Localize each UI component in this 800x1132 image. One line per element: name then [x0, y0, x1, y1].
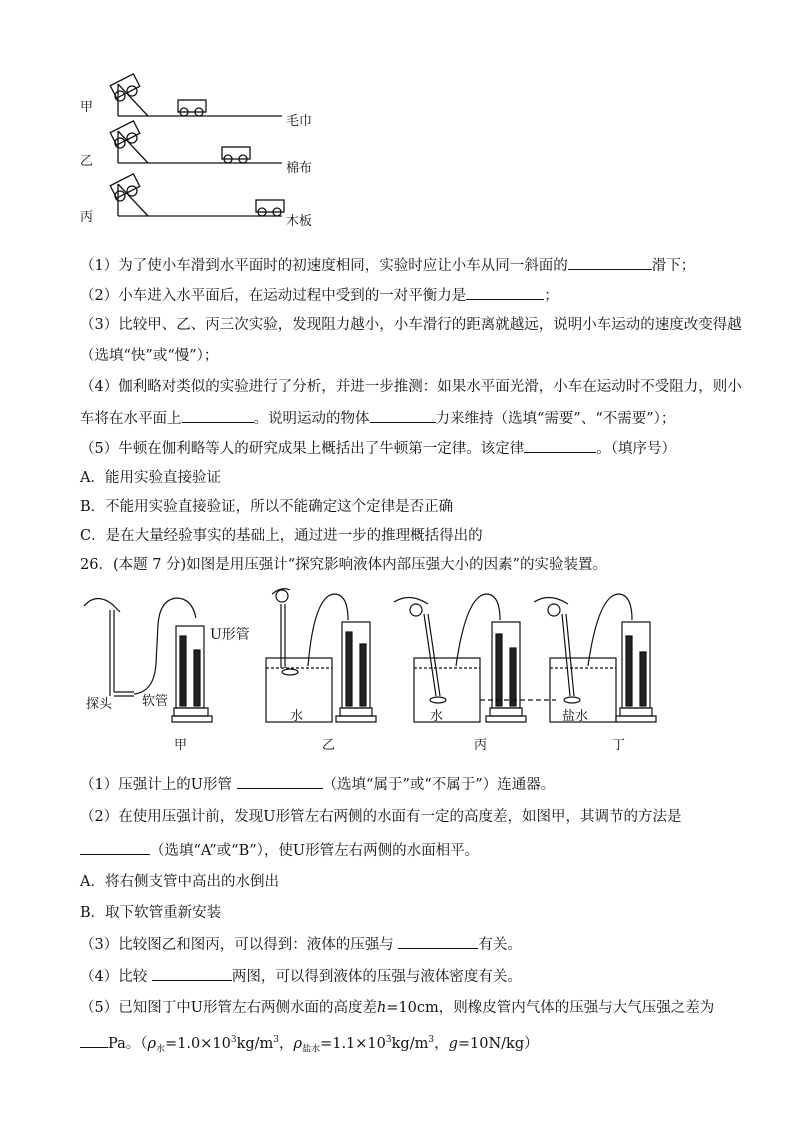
q25-part2: （2）小车进入水平面后，在运动过程中受到的一对平衡力是 ；: [80, 285, 559, 306]
utube-label: U形管: [210, 627, 250, 643]
blank[interactable]: [466, 285, 544, 300]
q25-part4-cont: 车将在水平面上 。说明运动的物体 力来维持（选填“需要”、“不需要”）；: [80, 408, 675, 429]
q26-part4: （4）比较 两图，可以得到液体的压强与液体密度有关。: [80, 966, 522, 987]
row-label-jia: 甲: [80, 100, 94, 115]
probe-label: 探头: [86, 697, 113, 712]
blank[interactable]: [568, 255, 652, 270]
water-label-yi: 水: [290, 709, 304, 724]
caption-yi: 乙: [322, 738, 336, 753]
blank[interactable]: [80, 840, 150, 855]
surface-cotton: 棉布: [286, 161, 313, 176]
blank[interactable]: [370, 408, 436, 423]
q25-part4: （4）伽利略对类似的实验进行了分析，并进一步推测：如果水平面光滑，小车在运动时不受阻力，则小: [80, 379, 742, 395]
q26-option-a: A．将右侧支管中高出的水倒出: [80, 874, 279, 890]
blank[interactable]: [152, 966, 232, 981]
caption-ding: 丁: [612, 738, 626, 753]
brine-label: 盐水: [562, 709, 589, 724]
surface-wood: 木板: [286, 214, 313, 229]
surface-towel: 毛巾: [286, 114, 313, 129]
q26-part3: （3）比较图乙和图丙，可以得到：液体的压强与 有关。: [80, 934, 522, 955]
q26-part2: （2）在使用压强计前，发现U形管左右两侧的水面有一定的高度差，如图甲，其调节的方法是: [80, 809, 682, 825]
q26-part2-cont: （选填“A”或“B”），使U形管左右两侧的水面相平。: [80, 840, 479, 861]
q26-part1: （1）压强计上的U形管 （选填“属于”或“不属于”）连通器。: [80, 774, 555, 795]
blank[interactable]: [80, 1033, 108, 1048]
caption-jia: 甲: [174, 738, 188, 753]
q26-part5: （5）已知图丁中U形管左右两侧水面的高度差h=10cm，则橡皮管内气体的压强与大气压强之差为: [80, 1000, 715, 1016]
blank[interactable]: [237, 774, 323, 789]
q25-option-b: B．不能用实验直接验证，所以不能确定这个定律是否正确: [80, 499, 454, 515]
hose-label: 软管: [142, 694, 169, 709]
q26-part5-cont: Pa。（$\rho_水=1.0\times 10^3kg/m^3$，$\rho_{盐水}=1.1\times 10^3kg/m^3$，g=10N/kg）: [80, 1030, 539, 1060]
blank[interactable]: [398, 934, 478, 949]
q25-part3: （3）比较甲、乙、丙三次实验，发现阻力越小，小车滑行的距离就越远，说明小车运动的速度改变得越: [80, 317, 742, 333]
q25-part3-cont: （选填“快”或“慢”）；: [80, 348, 219, 364]
water-label-bing: 水: [430, 709, 444, 724]
q25-option-c: C．是在大量经验事实的基础上，通过进一步的推理概括得出的: [80, 528, 483, 544]
caption-bing: 丙: [474, 738, 488, 753]
q25-option-a: A．能用实验直接验证: [80, 470, 221, 486]
q25-part5: （5）牛顿在伽利略等人的研究成果上概括出了牛顿第一定律。该定律 。（填序号）: [80, 438, 676, 459]
q26-option-b: B．取下软管重新安装: [80, 905, 222, 921]
row-label-bing: 丙: [80, 210, 94, 225]
q25-part1: （1）为了使小车滑到水平面时的初速度相同，实验时应让小车从同一斜面的 滑下；: [80, 255, 695, 276]
blank[interactable]: [182, 408, 254, 423]
row-label-yi: 乙: [80, 154, 94, 169]
q26-stem: 26．(本题 7 分)如图是用压强计“探究影响液体内部压强大小的因素”的实验装置。: [80, 557, 608, 573]
blank[interactable]: [524, 438, 596, 453]
